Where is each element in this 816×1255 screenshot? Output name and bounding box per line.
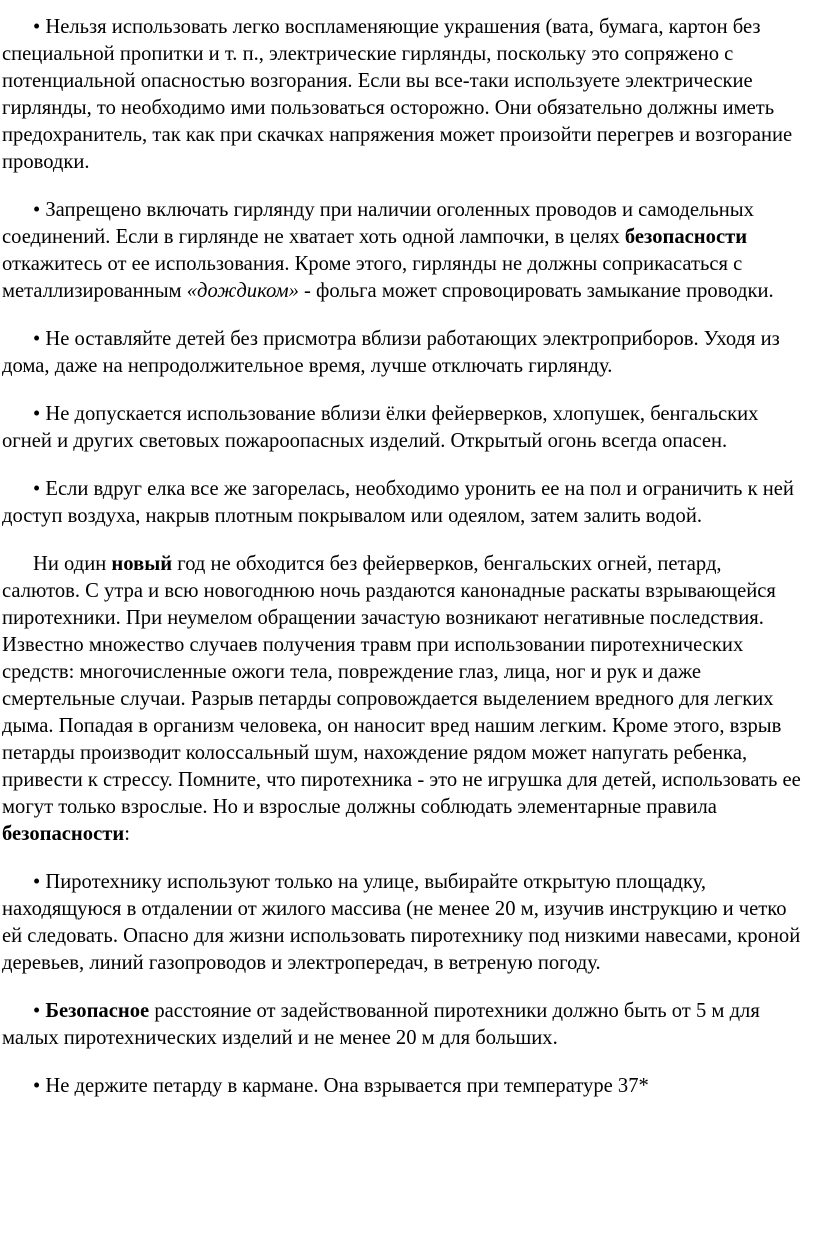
bold-text: Безопасное	[45, 1000, 150, 1022]
paragraph-text: расстояние от задействованной пиротехники должно быть от 5 м для малых пиротехнических изделий и не менее 20 м для больших.	[2, 1000, 760, 1049]
paragraph-text: • Запрещено включать гирлянду при наличии оголенных проводов и самодельных соединений. Если в гирлянде не хватает хоть одной лампочки, в целях	[2, 199, 754, 248]
paragraph-text: • Не держите петарду в кармане. Она взрывается при температуре 37*	[33, 1075, 649, 1097]
paragraph-text: • Не допускается использование вблизи ёлки фейерверков, хлопушек, бенгальских огней и других световых пожароопасных изделий. Открытый огонь всегда опасен.	[2, 403, 759, 452]
paragraph	[2, 1073, 802, 1100]
paragraph-text: откажитесь от ее использования. Кроме этого, гирлянды не должны соприкасаться с металлизированным	[2, 253, 743, 302]
paragraph	[2, 869, 802, 977]
bold-text: безопасности	[624, 226, 748, 248]
bold-text: безопасности	[2, 823, 125, 845]
paragraph-text: Ни один	[33, 553, 112, 575]
paragraph-text: год не обходится без фейерверков, бенгальских огней, петард, салютов. С утра и всю новогоднюю ночь раздаются канонадные раскаты взрывающейся пиротехники. При неумелом обращении зачастую возникают негативные последствия. Известно множество случаев получения травм при использовании пиротехнических средств: многочисленные ожоги тела, повреждение глаз, лица, ног и рук и даже смертельные случаи. Разрыв петарды сопровождается выделением вредного для легких дыма. Попадая в организм человека, он наносит вред нашим легким. Кроме этого, взрыв петарды производит колоссальный шум, нахождение рядом может напугать ребенка, привести к стрессу. Помните, что пиротехника - это не игрушка для детей, использовать ее могут только взрослые. Но и взрослые должны соблюдать элементарные правила	[2, 553, 801, 818]
paragraph	[2, 476, 802, 530]
paragraph	[2, 14, 802, 176]
paragraph-text: • Не оставляйте детей без присмотра вблизи работающих электроприборов. Уходя из дома, даже на непродолжительное время, лучше отключать гирлянду.	[2, 328, 780, 377]
paragraph-text: - фольга может спровоцировать замыкание проводки.	[298, 280, 774, 302]
paragraph	[2, 197, 802, 305]
document-body	[2, 14, 802, 1100]
paragraph	[2, 551, 802, 848]
paragraph-text: • Нельзя использовать легко воспламеняющие украшения (вата, бумага, картон без специальной пропитки и т. п., электрические гирлянды, поскольку это сопряжено с потенциальной опасностью возгорания. Если вы все-таки используете электрические гирлянды, то необходимо ими пользоваться осторожно. Они обязательно должны иметь предохранитель, так как при скачках напряжения может произойти перегрев и возгорание проводки.	[2, 16, 793, 173]
paragraph	[2, 401, 802, 455]
italic-text: «дождиком»	[186, 280, 299, 302]
paragraph-text: • Пиротехнику используют только на улице, выбирайте открытую площадку, находящуюся в отдалении от жилого массива (не менее 20 м, изучив инструкцию и четко ей следовать. Опасно для жизни использовать пиротехнику под низкими навесами, кроной деревьев, линий газопроводов и электропередач, в ветреную погоду.	[2, 871, 801, 974]
paragraph	[2, 326, 802, 380]
paragraph-text: :	[124, 823, 130, 845]
paragraph	[2, 998, 802, 1052]
bold-text: новый	[111, 553, 173, 575]
paragraph-text: • Если вдруг елка все же загорелась, необходимо уронить ее на пол и ограничить к ней доступ воздуха, накрыв плотным покрывалом или одеялом, затем залить водой.	[2, 478, 794, 527]
paragraph-text: •	[33, 1000, 46, 1022]
